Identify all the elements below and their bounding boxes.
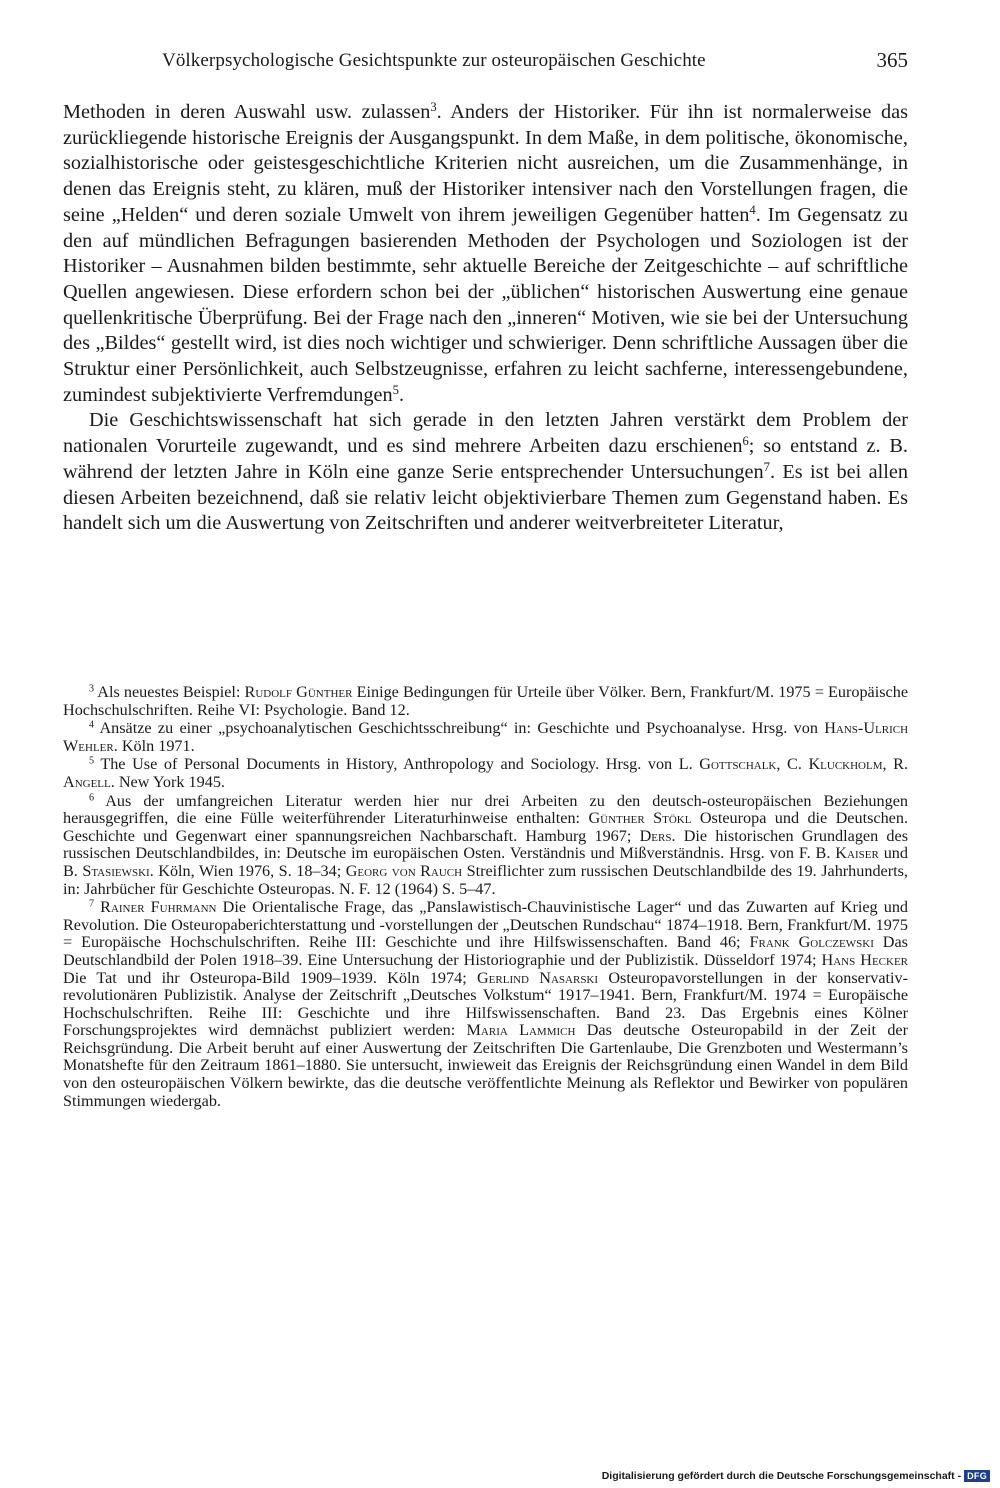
- footnote-6: [63, 793, 908, 899]
- main-text: [63, 100, 908, 537]
- author-name: B. Stasiewski: [63, 861, 150, 880]
- author-name: Frank Golczewski: [749, 933, 874, 952]
- footnote-ref-7: 7: [763, 459, 770, 474]
- paragraph-1: [63, 100, 908, 408]
- footnote-ref-3: 3: [430, 100, 437, 115]
- footnote-4: [63, 720, 908, 755]
- footnote-text: Einige Bedingungen für Urteile über Völker. Bern, Frankfurt/M. 1975 = Europäische Hochschulschriften. Reihe VI: Psychologie. Band 12.: [63, 683, 908, 719]
- footnote-text: Osteuropa und die Deutschen. Geschichte und Gegenwart einer spannungsreichen Nachbarschaft. Hamburg 1967;: [63, 809, 908, 845]
- paragraph-text: Die Geschichtswissenschaft hat sich gerade in den letzten Jahren verstärkt dem Problem der nationalen Vorurteile zugewandt, und es sind mehrere Arbeiten dazu erschienen: [63, 409, 908, 458]
- paragraph-text: Methoden in deren Auswahl usw. zulassen: [63, 101, 431, 123]
- footnote-text: Als neuestes Beispiel:: [97, 683, 245, 701]
- footnote-text: Die Orientalische Frage, das „Panslawistisch-Chauvinistische Lager“ und das Zuwarten auf Krieg und Revolution. Die Osteuropaberichterstattung und -vorstellungen der „Deutschen Rundschau“ 1874–1918. Bern, Frankfurt/M. 1975 = Europäische Hochschulschriften. Reihe III: Geschichte und ihre Hilfswissenschaften. Band 46;: [63, 898, 909, 952]
- footnote-7: [63, 899, 908, 1110]
- footnote-3: [63, 684, 908, 719]
- author-name: Rudolf Günther: [244, 683, 353, 701]
- footnote-text: . Köln 1971.: [113, 736, 195, 755]
- footnote-text: . Köln, Wien 1976, S. 18–34;: [149, 861, 346, 880]
- footnote-text: Das Deutschlandbild der Polen 1918–39. Eine Untersuchung der Historiographie und der Publizistik. Düsseldorf 1974;: [63, 933, 908, 969]
- footnote-number: 3: [89, 683, 95, 695]
- paragraph-text: . Es ist bei allen diesen Arbeiten bezeichnend, daß sie relativ leicht objektivierbare Themen zum Gegenstand haben. Es handelt sich um die Auswertung von Zeitschriften und anderer weitverbreiteter Literatur,: [63, 460, 908, 535]
- author-name: Ders: [639, 826, 672, 845]
- footnote-text: . New York 1945.: [110, 772, 225, 791]
- author-name: L. Gottschalk, C. Kluckholm, R. Angell: [63, 755, 908, 791]
- paragraph-text: ; so entstand z. B. während der letzten Jahre in Köln eine ganze Serie entsprechender Untersuchungen: [63, 435, 908, 483]
- author-name: Rainer Fuhrmann: [100, 898, 217, 917]
- footnote-text: Das deutsche Osteuropabild in der Zeit der Reichsgründung. Die Arbeit beruht auf einer Auswertung der Zeitschriften Die Gartenlaube, Die Grenzboten und Westermann’s Monatshefte für den Zeitraum 1861–1880. Sie untersucht, inwieweit das Ereignis der Reichsgründung einen Wandel in dem Bild von den osteuropäischen Völkern bewirkte, das die deutsche veröffentlichte Meinung als Reflektor und Bewirker von populären Stimmungen wiedergab.: [63, 1021, 909, 1110]
- footnote-text: Aus der umfangreichen Literatur werden hier nur drei Arbeiten zu den deutsch-osteuropäischen Beziehungen herausgegriffen, die eine Fülle weiterführender Literaturhinweise enthalten:: [63, 791, 908, 828]
- author-name: Gerlind Nasarski: [476, 968, 599, 987]
- footnote-text: Streiflichter zum russischen Deutschlandbilde des 19. Jahrhunderts, in: Jahrbücher für Geschichte Osteuropas. N. F. 12 (1964) S. 5–47.: [63, 861, 908, 898]
- author-name: Günther Stökl: [588, 809, 692, 828]
- footnote-number: 6: [89, 792, 95, 804]
- dfg-logo: DFG: [964, 1470, 990, 1482]
- footnote-ref-4: 4: [749, 202, 756, 217]
- paragraph-text: .: [398, 383, 405, 406]
- footnote-ref-5: 5: [392, 382, 399, 397]
- author-name: Hans Hecker: [821, 950, 908, 969]
- footnote-number: 5: [89, 755, 95, 767]
- author-name: Georg von Rauch: [345, 861, 463, 880]
- author-name: F. B. Kaiser: [798, 844, 879, 863]
- footnote-ref-6: 6: [742, 434, 749, 449]
- author-name: Hans-Ulrich Wehler: [63, 719, 909, 755]
- footnote-text: Die Tat und ihr Osteuropa-Bild 1909–1939. Köln 1974;: [63, 968, 477, 987]
- footnote-number: 7: [89, 898, 95, 910]
- footnote-text: . Die historischen Grundlagen des russischen Deutschlandbildes, in: Deutsche im europäischen Osten. Verständnis und Mißverständnis. Hrsg. von: [63, 826, 908, 863]
- footnote-5: [63, 756, 908, 791]
- footnote-text: Ansätze zu einer „psychoanalytischen Geschichtsschreibung“ in: Geschichte und Psychoanalyse. Hrsg. von: [99, 719, 825, 738]
- author-name: Maria Lammich: [466, 1021, 576, 1040]
- running-title: Völkerpsychologische Gesichtspunkte zur osteuropäischen Geschichte: [162, 50, 706, 71]
- footnote-text: und: [878, 844, 908, 863]
- page-number: 365: [876, 48, 908, 72]
- footnotes: [63, 684, 908, 1110]
- footnote-text: The Use of Personal Documents in History, Anthropology and Sociology. Hrsg. von: [100, 755, 679, 774]
- digitization-credit: [602, 1470, 990, 1482]
- paragraph-text: . Im Gegensatz zu den auf mündlichen Befragungen basierenden Methoden der Psychologen und Soziologen ist der Historiker – Ausnahmen bilden bestimmte, sehr aktuelle Bereiche der Zeitgeschichte – auf schriftliche Quellen angewiesen. Diese erfordern schon bei der „üblichen“ historischen Auswertung eine genaue quellenkritische Überprüfung. Bei der Frage nach den „inneren“ Motiven, wie sie bei der Untersuchung des „Bildes“ gestellt wird, ist dies noch wichtiger und schwieriger. Denn schriftliche Aussagen über die Struktur einer Persönlichkeit, auch Selbstzeugnisse, erfahren zu leicht sachferne, interessengebundene, zumindest subjektivierte Verfremdungen: [63, 203, 909, 406]
- footnote-text: Osteuropavorstellungen in der konservativ-revolutionären Publizistik. Analyse der Zeitschrift „Deutsches Volkstum“ 1917–1941. Bern, Frankfurt/M. 1974 = Europäische Hochschulschriften. Reihe III: Geschichte und ihre Hilfswissenschaften. Band 23. Das Ergebnis eines Kölner Forschungsprojektes wird demnächst publiziert werden:: [63, 968, 908, 1040]
- credit-text: Digitalisierung gefördert durch die Deutsche Forschungsgemeinschaft -: [601, 1470, 962, 1482]
- paragraph-2: [63, 408, 908, 537]
- running-header: [65, 46, 910, 80]
- footnote-number: 4: [89, 719, 95, 731]
- paragraph-text: . Anders der Historiker. Für ihn ist normalerweise das zurückliegende historische Ereignis der Ausgangspunkt. In dem Maße, in dem politische, ökonomische, sozialhistorische oder geistesgeschichtliche Kriterien nicht ausreichen, um die Zusammenhänge, in denen das Ereignis steht, zu klären, muß der Historiker intensiver nach den Vorstellungen fragen, die seine „Helden“ und deren soziale Umwelt von ihrem jeweiligen Gegenüber hatten: [63, 101, 908, 226]
